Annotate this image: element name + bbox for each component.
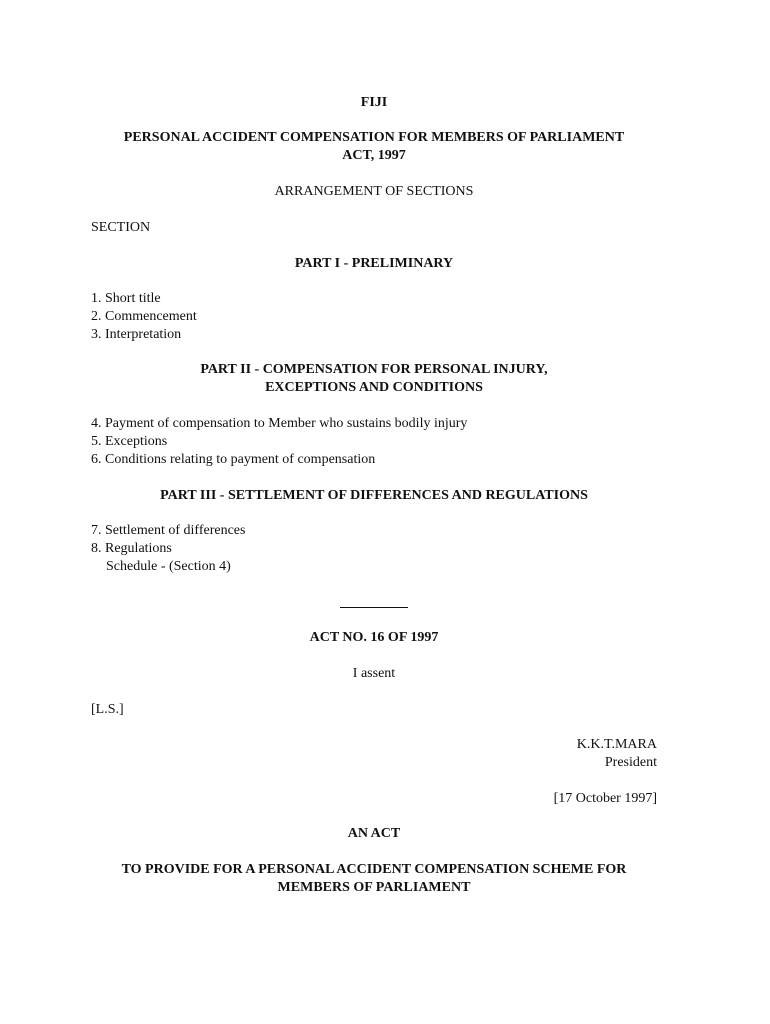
signatory-name: K.K.T.MARA [576,737,657,752]
assent-text: I assent [352,666,396,681]
act-title-line: ACT, 1997 [342,148,406,163]
seal-mark: [L.S.] [91,702,124,717]
an-act-heading: AN ACT [347,826,401,841]
section-list [91,290,657,344]
divider [340,607,408,608]
section-label: SECTION [91,220,151,235]
part-heading: PART I - PRELIMINARY [294,256,454,271]
signatory [91,736,657,772]
section-item: 4. Payment of compensation to Member who sustains bodily injury [91,416,468,431]
long-title [91,861,657,897]
section-item: 6. Conditions relating to payment of compensation [91,452,376,467]
long-title-line: MEMBERS OF PARLIAMENT [277,880,471,895]
section-item: 7. Settlement of differences [91,523,246,538]
act-title [91,129,657,165]
long-title-line: TO PROVIDE FOR A PERSONAL ACCIDENT COMPENSATION SCHEME FOR [121,862,627,877]
section-item: 8. Regulations [91,541,172,556]
part-heading-line: EXCEPTIONS AND CONDITIONS [265,380,483,395]
assent-date: [17 October 1997] [553,791,657,806]
section-list [91,415,657,469]
section-item: 3. Interpretation [91,327,182,342]
section-item: 5. Exceptions [91,434,168,449]
part-heading-line: PART II - COMPENSATION FOR PERSONAL INJURY, [200,362,548,377]
section-item: 2. Commencement [91,309,197,324]
country-heading: FIJI [360,95,388,110]
act-title-line: PERSONAL ACCIDENT COMPENSATION FOR MEMBERS OF PARLIAMENT [123,130,625,145]
schedule-item: Schedule - (Section 4) [106,559,231,574]
document-page [91,0,657,1024]
act-number: ACT NO. 16 OF 1997 [309,630,439,645]
arrangement-heading: ARRANGEMENT OF SECTIONS [274,184,474,199]
part-heading: PART III - SETTLEMENT OF DIFFERENCES AND REGULATIONS [160,488,588,503]
section-item: 1. Short title [91,291,161,306]
signatory-title: President [604,755,657,770]
part-heading [91,361,657,397]
section-list [91,522,657,576]
